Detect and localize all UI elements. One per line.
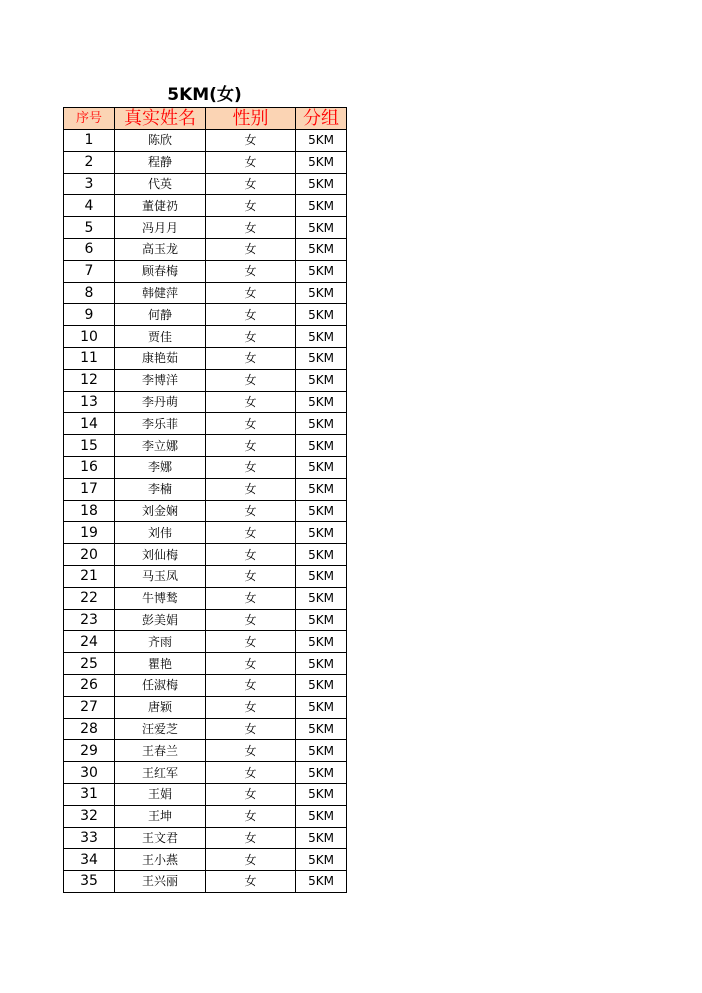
cell-index: 28 [64, 718, 115, 740]
cell-name: 齐雨 [115, 631, 206, 653]
cell-name: 王春兰 [115, 740, 206, 762]
cell-group: 5KM [296, 347, 347, 369]
table-row [64, 805, 347, 827]
cell-index: 25 [64, 653, 115, 675]
cell-group: 5KM [296, 653, 347, 675]
cell-group: 5KM [296, 326, 347, 348]
cell-gender: 女 [206, 304, 296, 326]
cell-group: 5KM [296, 849, 347, 871]
cell-name: 李立娜 [115, 435, 206, 457]
cell-gender: 女 [206, 369, 296, 391]
cell-index: 14 [64, 413, 115, 435]
cell-name: 李娜 [115, 456, 206, 478]
cell-group: 5KM [296, 173, 347, 195]
cell-group: 5KM [296, 565, 347, 587]
cell-gender: 女 [206, 413, 296, 435]
cell-name: 唐颖 [115, 696, 206, 718]
column-header-name: 真实姓名 [115, 108, 206, 130]
cell-name: 高玉龙 [115, 238, 206, 260]
cell-group: 5KM [296, 631, 347, 653]
table-row [64, 435, 347, 457]
cell-index: 24 [64, 631, 115, 653]
table-row [64, 391, 347, 413]
table-row [64, 740, 347, 762]
cell-name: 韩健萍 [115, 282, 206, 304]
column-header-index: 序号 [64, 108, 115, 130]
cell-gender: 女 [206, 783, 296, 805]
table-row [64, 783, 347, 805]
cell-name: 刘仙梅 [115, 544, 206, 566]
cell-name: 李楠 [115, 478, 206, 500]
cell-name: 陈欣 [115, 130, 206, 152]
cell-gender: 女 [206, 522, 296, 544]
cell-gender: 女 [206, 130, 296, 152]
cell-group: 5KM [296, 827, 347, 849]
cell-index: 8 [64, 282, 115, 304]
table-row [64, 456, 347, 478]
table-row [64, 762, 347, 784]
table-row [64, 849, 347, 871]
cell-group: 5KM [296, 195, 347, 217]
cell-group: 5KM [296, 587, 347, 609]
cell-name: 康艳茹 [115, 347, 206, 369]
cell-gender: 女 [206, 762, 296, 784]
table-row [64, 238, 347, 260]
cell-group: 5KM [296, 130, 347, 152]
cell-group: 5KM [296, 544, 347, 566]
cell-group: 5KM [296, 282, 347, 304]
cell-index: 9 [64, 304, 115, 326]
sheet-title: 5KM(女) [167, 85, 242, 105]
cell-index: 5 [64, 217, 115, 239]
cell-group: 5KM [296, 217, 347, 239]
table-body [64, 130, 347, 893]
cell-gender: 女 [206, 587, 296, 609]
column-header-group: 分组 [296, 108, 347, 130]
table-row [64, 718, 347, 740]
cell-group: 5KM [296, 762, 347, 784]
cell-gender: 女 [206, 740, 296, 762]
cell-name: 牛博鹙 [115, 587, 206, 609]
cell-name: 王兴丽 [115, 871, 206, 893]
cell-name: 董倢礽 [115, 195, 206, 217]
cell-gender: 女 [206, 609, 296, 631]
participant-table [63, 107, 347, 893]
cell-index: 34 [64, 849, 115, 871]
table-row [64, 587, 347, 609]
cell-index: 32 [64, 805, 115, 827]
cell-name: 刘伟 [115, 522, 206, 544]
table-row [64, 151, 347, 173]
cell-gender: 女 [206, 173, 296, 195]
cell-gender: 女 [206, 326, 296, 348]
cell-gender: 女 [206, 260, 296, 282]
cell-group: 5KM [296, 609, 347, 631]
cell-group: 5KM [296, 304, 347, 326]
cell-name: 王坤 [115, 805, 206, 827]
table-row [64, 653, 347, 675]
cell-gender: 女 [206, 478, 296, 500]
table-row [64, 631, 347, 653]
table-row [64, 347, 347, 369]
cell-name: 贾佳 [115, 326, 206, 348]
table-row [64, 674, 347, 696]
cell-name: 王红军 [115, 762, 206, 784]
cell-index: 20 [64, 544, 115, 566]
cell-gender: 女 [206, 282, 296, 304]
header-row [64, 108, 347, 130]
table-row [64, 173, 347, 195]
cell-name: 任淑梅 [115, 674, 206, 696]
cell-group: 5KM [296, 674, 347, 696]
cell-name: 王娟 [115, 783, 206, 805]
cell-name: 程静 [115, 151, 206, 173]
cell-group: 5KM [296, 718, 347, 740]
cell-index: 19 [64, 522, 115, 544]
cell-group: 5KM [296, 435, 347, 457]
cell-gender: 女 [206, 653, 296, 675]
cell-name: 顾春梅 [115, 260, 206, 282]
cell-gender: 女 [206, 674, 296, 696]
cell-gender: 女 [206, 849, 296, 871]
cell-name: 彭美娟 [115, 609, 206, 631]
table-row [64, 130, 347, 152]
cell-gender: 女 [206, 696, 296, 718]
cell-group: 5KM [296, 413, 347, 435]
cell-gender: 女 [206, 347, 296, 369]
cell-index: 18 [64, 500, 115, 522]
cell-index: 10 [64, 326, 115, 348]
table-row [64, 500, 347, 522]
cell-index: 26 [64, 674, 115, 696]
cell-index: 33 [64, 827, 115, 849]
column-header-gender: 性别 [206, 108, 296, 130]
cell-group: 5KM [296, 151, 347, 173]
cell-name: 李博洋 [115, 369, 206, 391]
cell-group: 5KM [296, 783, 347, 805]
cell-gender: 女 [206, 391, 296, 413]
cell-index: 17 [64, 478, 115, 500]
cell-group: 5KM [296, 391, 347, 413]
cell-name: 冯月月 [115, 217, 206, 239]
table-row [64, 478, 347, 500]
cell-gender: 女 [206, 195, 296, 217]
table-row [64, 369, 347, 391]
cell-index: 6 [64, 238, 115, 260]
cell-index: 16 [64, 456, 115, 478]
cell-index: 2 [64, 151, 115, 173]
table-row [64, 326, 347, 348]
cell-group: 5KM [296, 369, 347, 391]
table-row [64, 827, 347, 849]
cell-name: 李乐菲 [115, 413, 206, 435]
cell-group: 5KM [296, 238, 347, 260]
table-row [64, 522, 347, 544]
cell-index: 7 [64, 260, 115, 282]
cell-gender: 女 [206, 238, 296, 260]
table-row [64, 413, 347, 435]
cell-index: 3 [64, 173, 115, 195]
table-row [64, 217, 347, 239]
cell-group: 5KM [296, 740, 347, 762]
cell-gender: 女 [206, 871, 296, 893]
cell-gender: 女 [206, 435, 296, 457]
cell-index: 4 [64, 195, 115, 217]
cell-group: 5KM [296, 478, 347, 500]
cell-name: 王文君 [115, 827, 206, 849]
cell-index: 15 [64, 435, 115, 457]
cell-index: 23 [64, 609, 115, 631]
cell-index: 1 [64, 130, 115, 152]
table-row [64, 609, 347, 631]
table-row [64, 565, 347, 587]
cell-gender: 女 [206, 565, 296, 587]
cell-index: 11 [64, 347, 115, 369]
cell-name: 瞿艳 [115, 653, 206, 675]
table-row [64, 696, 347, 718]
cell-gender: 女 [206, 151, 296, 173]
cell-index: 31 [64, 783, 115, 805]
cell-gender: 女 [206, 500, 296, 522]
cell-gender: 女 [206, 456, 296, 478]
cell-group: 5KM [296, 456, 347, 478]
cell-index: 22 [64, 587, 115, 609]
table-row [64, 282, 347, 304]
cell-index: 12 [64, 369, 115, 391]
table-row [64, 871, 347, 893]
cell-index: 35 [64, 871, 115, 893]
cell-index: 13 [64, 391, 115, 413]
cell-gender: 女 [206, 544, 296, 566]
cell-name: 代英 [115, 173, 206, 195]
table-row [64, 544, 347, 566]
cell-name: 马玉凤 [115, 565, 206, 587]
cell-gender: 女 [206, 805, 296, 827]
cell-gender: 女 [206, 827, 296, 849]
cell-gender: 女 [206, 217, 296, 239]
cell-name: 刘金娴 [115, 500, 206, 522]
cell-index: 30 [64, 762, 115, 784]
cell-group: 5KM [296, 522, 347, 544]
cell-gender: 女 [206, 718, 296, 740]
cell-group: 5KM [296, 805, 347, 827]
cell-index: 27 [64, 696, 115, 718]
cell-index: 29 [64, 740, 115, 762]
cell-name: 李丹萌 [115, 391, 206, 413]
cell-name: 汪爱芝 [115, 718, 206, 740]
table-row [64, 260, 347, 282]
cell-group: 5KM [296, 871, 347, 893]
cell-group: 5KM [296, 696, 347, 718]
table-row [64, 304, 347, 326]
cell-group: 5KM [296, 260, 347, 282]
table-row [64, 195, 347, 217]
cell-index: 21 [64, 565, 115, 587]
cell-name: 王小燕 [115, 849, 206, 871]
cell-group: 5KM [296, 500, 347, 522]
cell-gender: 女 [206, 631, 296, 653]
cell-name: 何静 [115, 304, 206, 326]
